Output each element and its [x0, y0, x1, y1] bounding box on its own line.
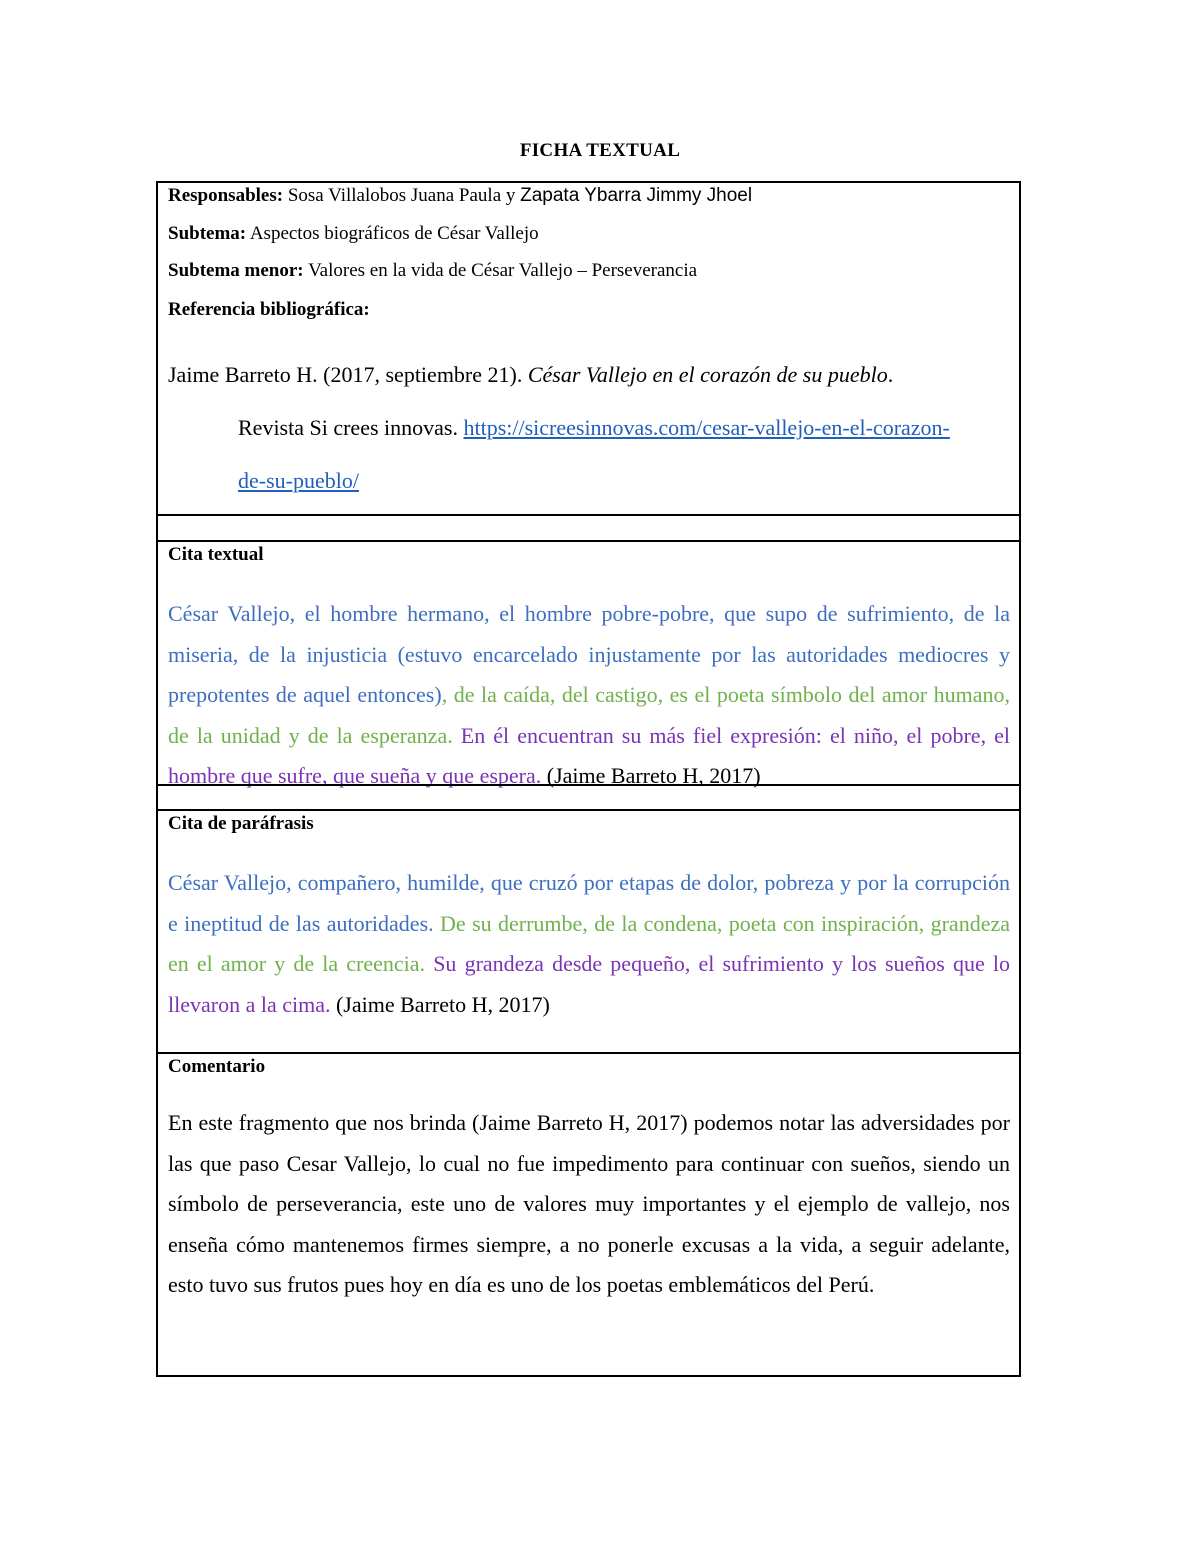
reference-line-3	[238, 468, 359, 494]
cita-textual-text	[168, 594, 1010, 797]
cita-textual-sep-2: .	[447, 722, 461, 748]
reference-line-2	[238, 415, 950, 441]
cita-textual-citation: (Jaime Barreto H, 2017)	[546, 763, 761, 789]
empty-row	[156, 784, 1021, 811]
cita-parafrasis-heading: Cita de paráfrasis	[168, 813, 314, 834]
responsables-value-b: Zapata Ybarra Jimmy Jhoel	[520, 185, 753, 206]
reference-author-date: Jaime Barreto H. (2017, septiembre 21).	[168, 362, 528, 387]
reference-journal: Revista Si crees innovas.	[238, 415, 464, 440]
reference-period: .	[887, 362, 894, 387]
reference-work-title: César Vallejo en el corazón de su pueblo	[527, 362, 888, 387]
subtema-menor-value: Valores en la vida de César Vallejo – Perseverancia	[308, 260, 698, 281]
referencia-label: Referencia bibliográfica:	[168, 299, 370, 320]
header-box	[156, 181, 1021, 516]
comentario-box	[156, 1052, 1021, 1377]
subtema-line	[168, 223, 539, 245]
cita-parafrasis-segment-green: De su derrumbe, de la condena, poeta con inspiración, grandeza en el amor y de la creencia.	[168, 910, 1010, 977]
cita-parafrasis-segment-purple: Su grandeza desde pequeño, el sufrimiento y los sueños que lo llevaron a la cima.	[168, 951, 1011, 1017]
subtema-menor-label: Subtema menor:	[168, 260, 304, 281]
cita-parafrasis-box	[156, 809, 1021, 1054]
cita-textual-segment-green: de la caída, del castigo, es el poeta símbolo del amor humano, de la unidad y de la esperanza	[168, 682, 1010, 748]
comentario-text: En este fragmento que nos brinda (Jaime Barreto H, 2017) podemos notar las adversidades por las que paso Cesar Vallejo, lo cual no fue impedimento para continuar con sueños, siendo un símbolo de perseverancia, este uno de valores muy importantes y el ejemplo de vallejo, nos enseña cómo mantenemos firmes siempre, a no ponerle excusas a la vida, a seguir adelante, esto tuvo sus frutos pues hoy en día es uno de los poetas emblemáticos del Perú.	[168, 1110, 1010, 1298]
reference-url-link-continued[interactable]: de-su-pueblo/	[238, 468, 359, 493]
reference-line-1	[168, 362, 893, 388]
empty-row	[156, 514, 1021, 542]
document-title: FICHA TEXTUAL	[519, 140, 681, 161]
cita-textual-segment-blue: César Vallejo, el hombre hermano, el hombre pobre-pobre, que supo de sufrimiento, de la miseria, de la injusticia (estuvo encarcelado injustamente por las autoridades mediocres y prepotentes de aquel entonces)	[168, 601, 1010, 708]
subtema-label: Subtema:	[168, 223, 247, 244]
cita-textual-segment-purple: En él encuentran su más fiel expresión: el niño, el pobre, el hombre que sufre, que sueña y que espera	[168, 722, 1011, 789]
responsables-value-a: Sosa Villalobos Juana Paula y	[287, 185, 521, 206]
cita-textual-sep-1: ,	[441, 682, 454, 708]
cita-textual-box	[156, 540, 1021, 789]
subtema-menor-line	[168, 260, 697, 282]
responsables-line	[168, 185, 752, 207]
referencia-line	[168, 299, 370, 321]
cita-parafrasis-text	[168, 863, 1010, 1025]
reference-url-link[interactable]: https://sicreesinnovas.com/cesar-vallejo-en-el-corazon-	[463, 415, 950, 440]
subtema-value: Aspectos biográficos de César Vallejo	[249, 223, 539, 244]
cita-parafrasis-segment-blue: César Vallejo, compañero, humilde, que cruzó por etapas de dolor, pobreza y por la corrupción e ineptitud de las autoridades.	[168, 870, 1010, 936]
cita-textual-sep-3: .	[535, 763, 547, 789]
responsables-label: Responsables:	[168, 185, 284, 206]
comentario-heading: Comentario	[168, 1056, 266, 1077]
cita-textual-heading: Cita textual	[168, 544, 264, 565]
cita-parafrasis-citation: (Jaime Barreto H, 2017)	[330, 991, 550, 1017]
